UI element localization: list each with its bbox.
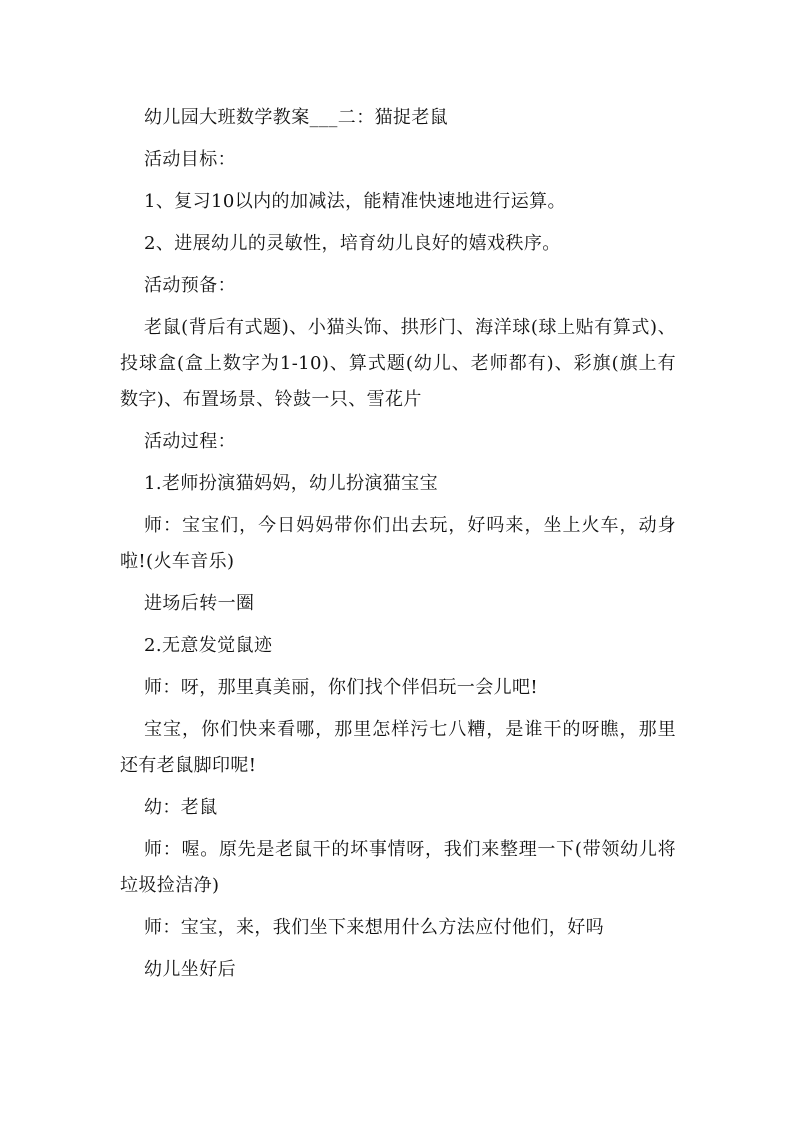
preparation-materials: 老鼠(背后有式题)、小猫头饰、拱形门、海洋球(球上贴有算式)、投球盒(盒上数字为1-10)、算式题(幼儿、老师都有)、彩旗(旗上有数字)、布置场景、铃鼓一只、雪花片 — [120, 317, 676, 410]
document-title: 幼儿园大班数学教案___二：猫捉老鼠 — [144, 107, 449, 128]
dialogue-line: 师：呀，那里真美丽，你们找个伴侣玩一会儿吧! — [144, 677, 539, 698]
process-step-2: 2.无意发觉鼠迹 — [144, 635, 273, 656]
goal-item-1: 1、复习10以内的加减法，能精准快速地进行运算。 — [144, 191, 566, 212]
process-note: 幼儿坐好后 — [144, 959, 236, 980]
section-heading-preparation: 活动预备： — [144, 275, 236, 296]
dialogue-line: 宝宝，你们快来看哪，那里怎样污七八糟，是谁干的呀瞧，那里还有老鼠脚印呢! — [120, 719, 676, 776]
dialogue-line: 师：宝宝们，今日妈妈带你们出去玩，好吗来，坐上火车，动身啦!(火车音乐) — [120, 515, 676, 572]
dialogue-line: 幼：老鼠 — [144, 797, 218, 818]
dialogue-line: 师：喔。原先是老鼠干的坏事情呀，我们来整理一下(带领幼儿将垃圾捡洁净) — [120, 839, 676, 896]
dialogue-line: 师：宝宝，来，我们坐下来想用什么方法应付他们，好吗 — [144, 917, 604, 938]
process-note: 进场后转一圈 — [144, 593, 255, 614]
section-heading-goals: 活动目标： — [144, 149, 236, 170]
document-body — [120, 100, 676, 994]
section-heading-process: 活动过程： — [144, 431, 236, 452]
goal-item-2: 2、进展幼儿的灵敏性，培育幼儿良好的嬉戏秩序。 — [144, 233, 561, 254]
process-step-1: 1.老师扮演猫妈妈，幼儿扮演猫宝宝 — [144, 473, 438, 494]
